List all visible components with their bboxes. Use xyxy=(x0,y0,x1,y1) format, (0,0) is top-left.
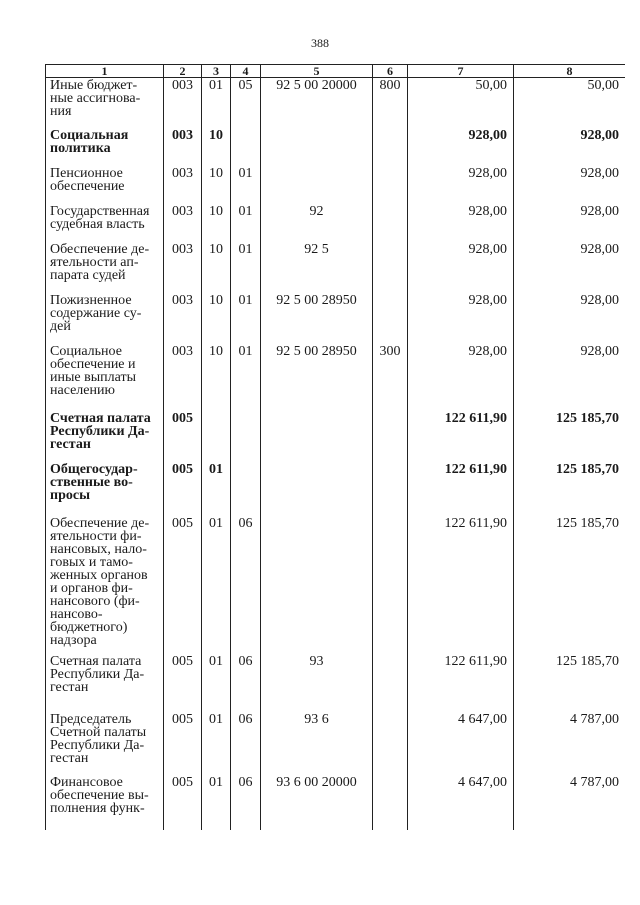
col8-amount-text: 125 185,70 xyxy=(556,461,619,477)
col3-section-text: 10 xyxy=(209,203,223,219)
col8-amount xyxy=(514,775,626,830)
col6-expense-type xyxy=(373,411,408,462)
col6-expense-type xyxy=(373,242,408,293)
col8-amount-text: 928,00 xyxy=(580,127,619,143)
col4-subsection xyxy=(231,166,261,204)
col2-code-text: 003 xyxy=(172,241,193,257)
col5-article-text: 93 xyxy=(309,653,324,669)
col3-section-text: 01 xyxy=(209,78,223,93)
row-label-text: Государственная судебная власть xyxy=(50,203,150,232)
col7-amount xyxy=(408,344,514,411)
table-row xyxy=(46,78,626,128)
col5-article xyxy=(261,654,373,712)
col4-subsection xyxy=(231,654,261,712)
col5-article-text: 92 5 00 28950 xyxy=(276,343,357,359)
col2-code xyxy=(164,166,202,204)
col2-code xyxy=(164,78,202,128)
row-label-text: Иные бюджет- ные ассигнова- ния xyxy=(50,78,141,119)
col3-section xyxy=(202,78,231,128)
table-row xyxy=(46,242,626,293)
col7-amount-text: 928,00 xyxy=(468,127,507,143)
col7-amount-text: 4 647,00 xyxy=(458,774,507,790)
col4-subsection-text: 06 xyxy=(238,515,253,531)
col2-code-text: 005 xyxy=(172,774,193,790)
row-label xyxy=(46,242,164,293)
col3-section xyxy=(202,462,231,516)
col7-amount-text: 50,00 xyxy=(475,78,507,93)
col4-subsection xyxy=(231,516,261,654)
col7-amount xyxy=(408,516,514,654)
col7-amount xyxy=(408,654,514,712)
col8-amount-text: 50,00 xyxy=(587,78,619,93)
col3-section xyxy=(202,204,231,242)
col4-subsection xyxy=(231,775,261,830)
col6-expense-type xyxy=(373,516,408,654)
col5-article xyxy=(261,462,373,516)
col6-expense-type xyxy=(373,712,408,775)
col5-article xyxy=(261,712,373,775)
row-label-text: Пенсионное обеспечение xyxy=(50,165,125,194)
col7-amount xyxy=(408,204,514,242)
col2-code-text: 003 xyxy=(172,127,193,143)
page-number: 388 xyxy=(311,36,329,50)
col8-amount-text: 928,00 xyxy=(580,343,619,359)
col2-code-text: 003 xyxy=(172,78,193,93)
col7-amount xyxy=(408,411,514,462)
col7-amount-text: 928,00 xyxy=(468,165,507,181)
col7-amount xyxy=(408,462,514,516)
col5-article-text: 93 6 00 20000 xyxy=(276,774,357,790)
col7-amount-text: 928,00 xyxy=(468,292,507,308)
col2-code xyxy=(164,293,202,344)
col4-subsection xyxy=(231,462,261,516)
row-label-text: Общегосудар- ственные во- просы xyxy=(50,461,138,503)
row-label xyxy=(46,78,164,128)
table-row xyxy=(46,293,626,344)
col7-amount xyxy=(408,166,514,204)
col3-section xyxy=(202,775,231,830)
col2-code-text: 005 xyxy=(172,711,193,727)
table-row xyxy=(46,775,626,830)
table-row xyxy=(46,204,626,242)
col5-article xyxy=(261,344,373,411)
col4-subsection xyxy=(231,344,261,411)
row-label-text: Социальное обеспечение и иные выплаты населению xyxy=(50,343,136,398)
col4-subsection xyxy=(231,128,261,166)
row-label xyxy=(46,411,164,462)
table-row xyxy=(46,166,626,204)
col4-subsection xyxy=(231,293,261,344)
col8-amount xyxy=(514,242,626,293)
col3-section-text: 10 xyxy=(209,241,223,257)
col2-code xyxy=(164,775,202,830)
col4-subsection-text: 06 xyxy=(238,711,253,727)
col2-code xyxy=(164,204,202,242)
col5-article-text: 92 5 00 28950 xyxy=(276,292,357,308)
col2-code-text: 003 xyxy=(172,203,193,219)
col8-amount xyxy=(514,204,626,242)
col2-code-text: 005 xyxy=(172,410,193,426)
row-label xyxy=(46,775,164,830)
col8-amount xyxy=(514,462,626,516)
column-header-2: 2 xyxy=(164,65,202,78)
col3-section-text: 10 xyxy=(209,165,223,181)
col8-amount xyxy=(514,78,626,128)
col7-amount-text: 122 611,90 xyxy=(444,410,507,426)
row-label-text: Счетная палата Республики Да- гестан xyxy=(50,653,145,695)
col6-expense-type xyxy=(373,204,408,242)
col8-amount xyxy=(514,128,626,166)
col2-code xyxy=(164,654,202,712)
col7-amount xyxy=(408,78,514,128)
column-header-1: 1 xyxy=(46,65,164,78)
col3-section-text: 10 xyxy=(209,343,223,359)
col6-expense-type xyxy=(373,654,408,712)
col7-amount-text: 4 647,00 xyxy=(458,711,507,727)
col6-expense-type xyxy=(373,166,408,204)
col3-section xyxy=(202,516,231,654)
column-header-7: 7 xyxy=(408,65,514,78)
col7-amount-text: 122 611,90 xyxy=(444,515,507,531)
row-label xyxy=(46,128,164,166)
col8-amount xyxy=(514,344,626,411)
col2-code-text: 003 xyxy=(172,343,193,359)
row-label xyxy=(46,516,164,654)
row-label xyxy=(46,712,164,775)
col6-expense-type xyxy=(373,344,408,411)
col3-section xyxy=(202,128,231,166)
col2-code xyxy=(164,344,202,411)
col2-code xyxy=(164,411,202,462)
col3-section-text: 01 xyxy=(209,774,223,790)
col2-code xyxy=(164,128,202,166)
col8-amount xyxy=(514,166,626,204)
row-label xyxy=(46,654,164,712)
table-row xyxy=(46,516,626,654)
col8-amount xyxy=(514,516,626,654)
row-label-text: Счетная палата Республики Да- гестан xyxy=(50,410,151,452)
col2-code xyxy=(164,462,202,516)
col8-amount xyxy=(514,293,626,344)
col6-expense-type xyxy=(373,78,408,128)
col8-amount xyxy=(514,411,626,462)
col5-article xyxy=(261,78,373,128)
col2-code-text: 005 xyxy=(172,653,193,669)
col3-section-text: 01 xyxy=(209,461,223,477)
col3-section xyxy=(202,654,231,712)
col3-section xyxy=(202,344,231,411)
col4-subsection-text: 01 xyxy=(238,165,253,181)
row-label xyxy=(46,344,164,411)
col5-article xyxy=(261,516,373,654)
table-body xyxy=(46,78,626,830)
col3-section-text: 01 xyxy=(209,515,223,531)
col2-code xyxy=(164,242,202,293)
table-row xyxy=(46,411,626,462)
col5-article xyxy=(261,242,373,293)
col2-code xyxy=(164,516,202,654)
col4-subsection xyxy=(231,204,261,242)
col5-article xyxy=(261,204,373,242)
col8-amount xyxy=(514,712,626,775)
col8-amount xyxy=(514,654,626,712)
col8-amount-text: 125 185,70 xyxy=(556,515,619,531)
col6-expense-type xyxy=(373,775,408,830)
header-row xyxy=(46,65,626,78)
col8-amount-text: 125 185,70 xyxy=(556,653,619,669)
col2-code-text: 005 xyxy=(172,461,193,477)
col3-section xyxy=(202,166,231,204)
col2-code-text: 003 xyxy=(172,292,193,308)
row-label-text: Председатель Счетной палаты Республики Да- гестан xyxy=(50,711,147,766)
col5-article xyxy=(261,293,373,344)
column-header-4: 4 xyxy=(231,65,261,78)
col8-amount-text: 928,00 xyxy=(580,165,619,181)
col4-subsection xyxy=(231,242,261,293)
col2-code-text: 005 xyxy=(172,515,193,531)
col6-expense-type xyxy=(373,128,408,166)
row-label xyxy=(46,293,164,344)
col5-article-text: 92 5 xyxy=(304,241,329,257)
budget-table-container xyxy=(45,64,625,834)
col3-section-text: 10 xyxy=(209,127,223,143)
col7-amount xyxy=(408,293,514,344)
col8-amount-text: 928,00 xyxy=(580,292,619,308)
col4-subsection-text: 01 xyxy=(238,241,253,257)
row-label-text: Обеспечение де- ятельности фи- нансовых, нало- говых и тамо- женных органов и органов фи- нансового (фи- нансово- бюджетного) надзора xyxy=(50,515,150,648)
column-header-5: 5 xyxy=(261,65,373,78)
row-label-text: Обеспечение де- ятельности ап- парата судей xyxy=(50,241,150,283)
col8-amount-text: 4 787,00 xyxy=(570,774,619,790)
col5-article xyxy=(261,775,373,830)
table-row xyxy=(46,462,626,516)
col2-code xyxy=(164,712,202,775)
col7-amount-text: 122 611,90 xyxy=(444,653,507,669)
column-header-6: 6 xyxy=(373,65,408,78)
row-label-text: Пожизненное содержание су- дей xyxy=(50,292,142,334)
col7-amount xyxy=(408,242,514,293)
row-label-text: Социальная политика xyxy=(50,127,129,156)
col4-subsection-text: 06 xyxy=(238,653,253,669)
col4-subsection xyxy=(231,712,261,775)
col8-amount-text: 4 787,00 xyxy=(570,711,619,727)
col5-article-text: 92 5 00 20000 xyxy=(276,78,357,93)
col4-subsection-text: 01 xyxy=(238,343,253,359)
col4-subsection-text: 01 xyxy=(238,292,253,308)
col7-amount-text: 928,00 xyxy=(468,203,507,219)
col4-subsection xyxy=(231,78,261,128)
col5-article xyxy=(261,128,373,166)
column-header-3: 3 xyxy=(202,65,231,78)
col7-amount xyxy=(408,775,514,830)
col4-subsection-text: 05 xyxy=(238,78,253,93)
col7-amount-text: 928,00 xyxy=(468,241,507,257)
col7-amount-text: 122 611,90 xyxy=(444,461,507,477)
row-label xyxy=(46,166,164,204)
row-label xyxy=(46,204,164,242)
col7-amount xyxy=(408,712,514,775)
col4-subsection xyxy=(231,411,261,462)
col4-subsection-text: 01 xyxy=(238,203,253,219)
table-row xyxy=(46,344,626,411)
budget-table xyxy=(45,64,625,830)
table-row xyxy=(46,712,626,775)
col6-expense-type xyxy=(373,462,408,516)
col5-article xyxy=(261,166,373,204)
col3-section-text: 01 xyxy=(209,653,223,669)
table-row xyxy=(46,128,626,166)
col5-article-text: 92 xyxy=(309,203,324,219)
col7-amount xyxy=(408,128,514,166)
col2-code-text: 003 xyxy=(172,165,193,181)
table-header xyxy=(46,65,626,78)
col3-section xyxy=(202,242,231,293)
col6-expense-type-text: 800 xyxy=(379,78,401,93)
row-label xyxy=(46,462,164,516)
col3-section xyxy=(202,411,231,462)
col6-expense-type-text: 300 xyxy=(379,343,401,359)
col8-amount-text: 125 185,70 xyxy=(556,410,619,426)
col3-section xyxy=(202,293,231,344)
col3-section-text: 10 xyxy=(209,292,223,308)
col8-amount-text: 928,00 xyxy=(580,241,619,257)
col3-section-text: 01 xyxy=(209,711,223,727)
table-row xyxy=(46,654,626,712)
col4-subsection-text: 06 xyxy=(238,774,253,790)
col8-amount-text: 928,00 xyxy=(580,203,619,219)
col7-amount-text: 928,00 xyxy=(468,343,507,359)
col5-article-text: 93 6 xyxy=(304,711,329,727)
col6-expense-type xyxy=(373,293,408,344)
row-label-text: Финансовое обеспечение вы- полнения функ- xyxy=(50,774,149,816)
col5-article xyxy=(261,411,373,462)
column-header-8: 8 xyxy=(514,65,626,78)
col3-section xyxy=(202,712,231,775)
